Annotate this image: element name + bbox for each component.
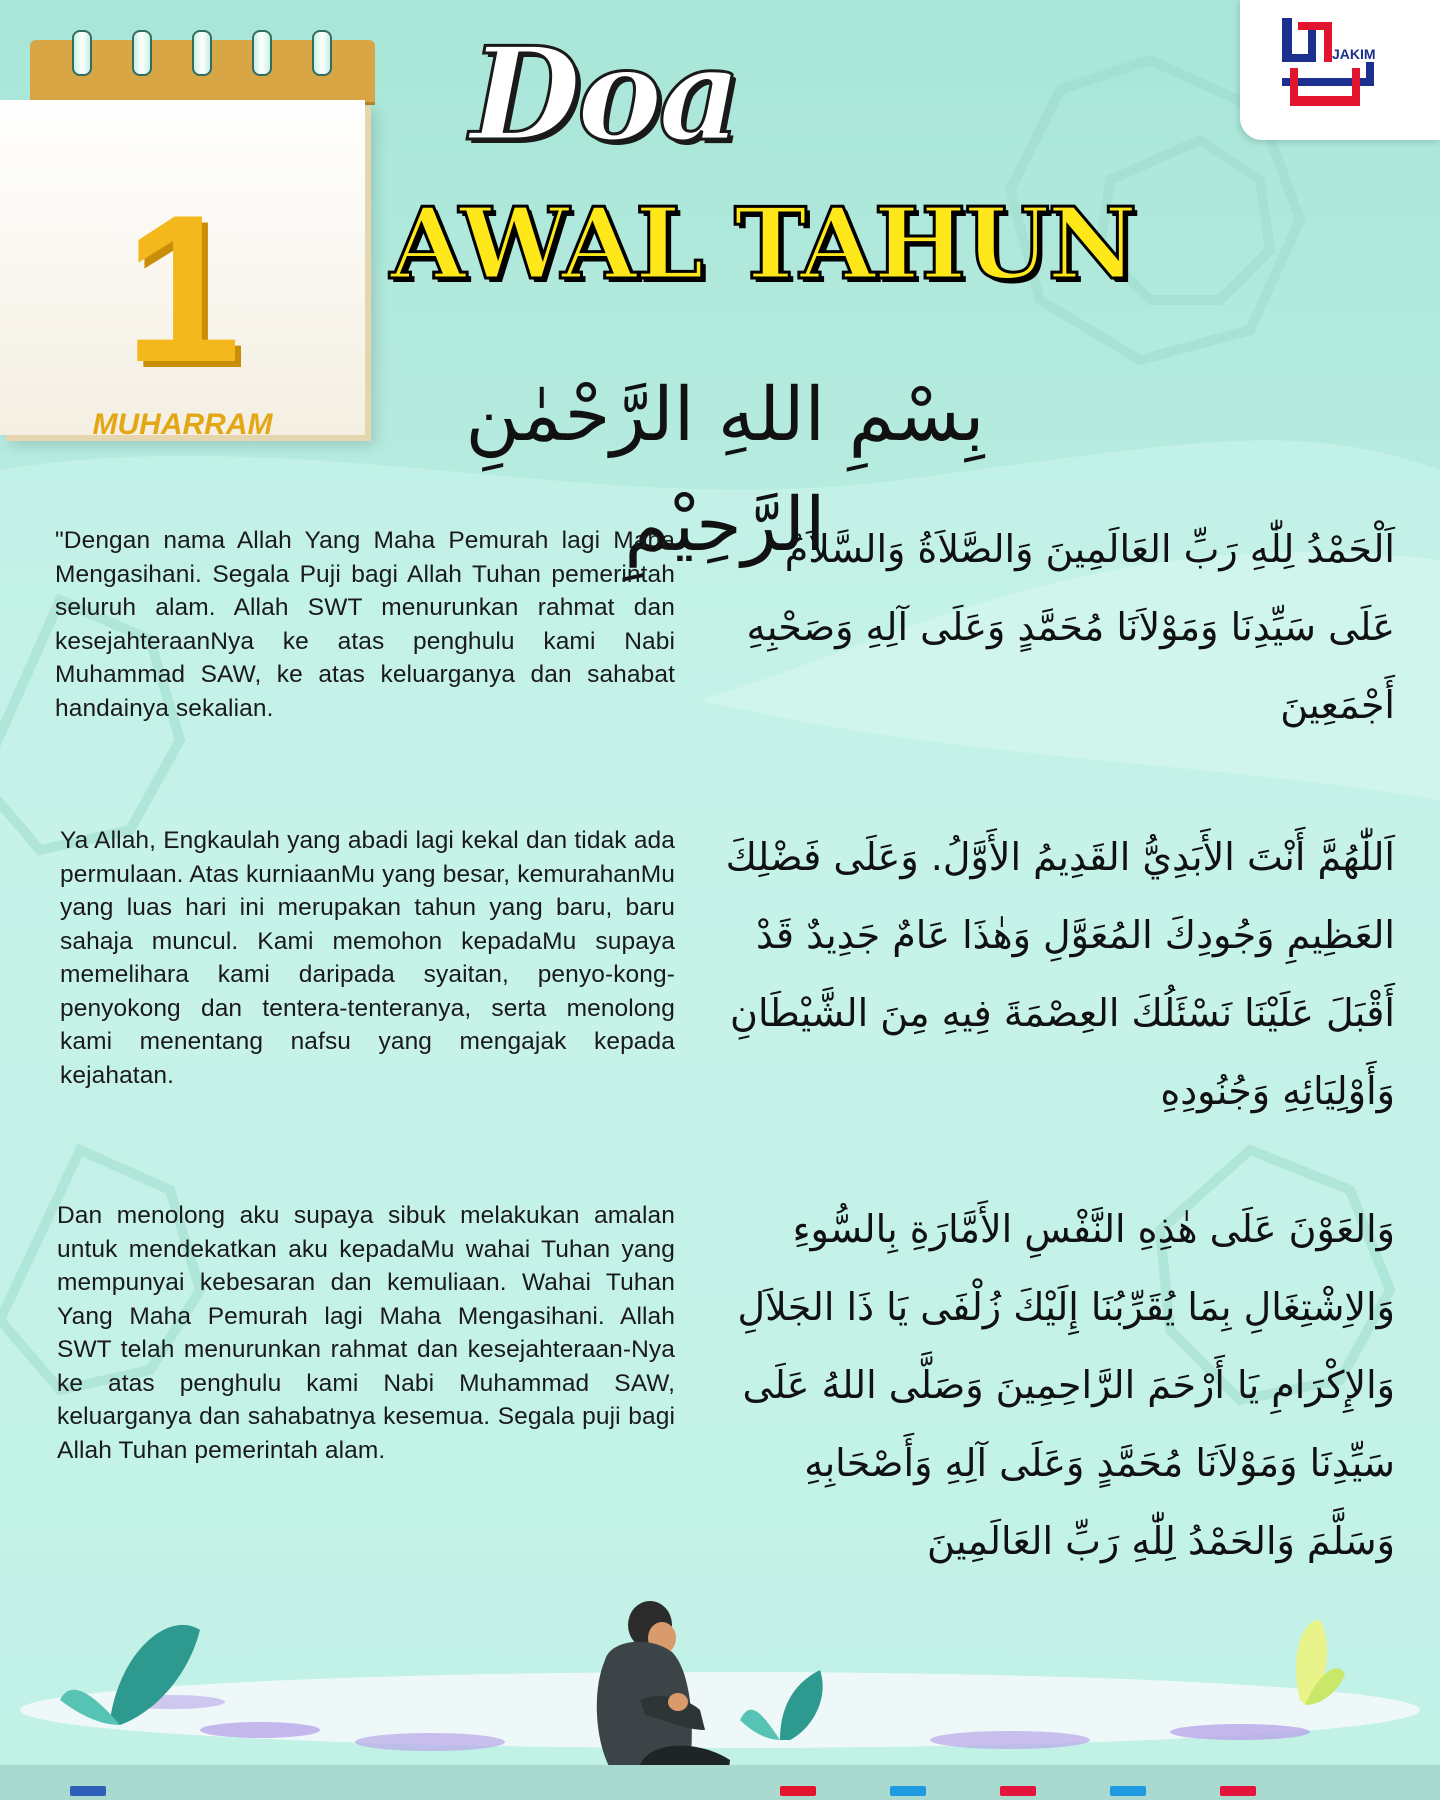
- calendar-ring: [192, 30, 212, 76]
- arabic-prayer-2: اَللّٰهُمَّ أَنْتَ الأَبَدِيُّ القَدِيمُ الأَوَّلُ. وَعَلَى فَضْلِكَ العَظِيمِ وَجُودِكَ المُعَوَّلِ وَهٰذَا عَامٌ جَدِيدٌ قَدْ أَقْبَلَ عَلَيْنَا نَسْئَلُكَ العِصْمَةَ فِيهِ مِنَ الشَّيْطَانِ وَأَوْلِيَائِهِ وَجُنُودِهِ: [725, 835, 1395, 1113]
- footer-mark: [780, 1786, 816, 1796]
- calendar-page: [0, 100, 365, 441]
- calendar-ring: [312, 30, 332, 76]
- footer-mark: [1110, 1786, 1146, 1796]
- calendar-ring: [252, 30, 272, 76]
- jakim-logo-mark: [1268, 8, 1388, 128]
- arabic-prayer-1: اَلْحَمْدُ لِلّٰهِ رَبِّ العَالَمِينَ وَالصَّلاَةُ وَالسَّلاَمُ عَلَى سَيِّدِنَا وَمَوْلاَنَا مُحَمَّدٍ وَعَلَى آلِهِ وَصَحْبِهِ أَجْمَعِينَ: [746, 527, 1395, 727]
- footer-mark: [1220, 1786, 1256, 1796]
- malay-translation-1: "Dengan nama Allah Yang Maha Pemurah lagi Maha Mengasihani. Segala Puji bagi Allah Tuhan pemerintah seluruh alam. Allah SWT menurunkan rahmat dan kesejahteraanNya ke atas penghulu kami Nabi Muhammad SAW, ke atas keluarganya dan sahabat handainya sekalian.: [55, 527, 675, 722]
- calendar-graphic: [0, 30, 378, 440]
- page-title: AWAL TAHUN: [390, 187, 1136, 302]
- calendar-ring: [72, 30, 92, 76]
- calendar-month: MUHARRAM: [92, 408, 273, 441]
- malay-translation-3: Dan menolong aku supaya sibuk melakukan amalan untuk mendekatkan aku kepadaMu wahai Tuhan yang mempunyai kebesaran dan kemuliaan. Wahai Tuhan Yang Maha Pemurah lagi Maha Mengasihani. Allah SWT telah menurunkan rahmat dan kesejahteraan-Nya ke atas penghulu kami Nabi Muhammad SAW, keluarganya dan sahabatnya kesemua. Segala puji bagi Allah Tuhan pemerintah alam.: [57, 1202, 675, 1464]
- arabic-prayer-3: وَالعَوْنَ عَلَى هٰذِهِ النَّفْسِ الأَمَّارَةِ بِالسُّوءِ وَالاِشْتِغَالِ بِمَا يُقَرِّبُنَا إِلَيْكَ زُلْفَى يَا ذَا الجَلاَلِ وَالإِكْرَامِ يَا أَرْحَمَ الرَّاحِمِينَ وَصَلَّى اللهُ عَلَى سَيِّدِنَا وَمَوْلاَنَا مُحَمَّدٍ وَعَلَى آلِهِ وَأَصْحَابِهِ وَسَلَّمَ وَالحَمْدُ لِلّٰهِ رَبِّ العَالَمِينَ: [737, 1207, 1395, 1563]
- footer-mark: [70, 1786, 106, 1796]
- footer-mark: [1000, 1786, 1036, 1796]
- basmalah-calligraphy: بِسْمِ اللهِ الرَّحْمٰنِ الرَّحِيْمِ: [465, 372, 985, 568]
- calendar-day: 1: [124, 171, 241, 406]
- title-script: Doa: [470, 20, 738, 170]
- jakim-logo-text: JAKIM: [1332, 46, 1376, 62]
- jakim-logo: [1240, 0, 1440, 140]
- calendar-ring: [132, 30, 152, 76]
- footer-mark: [890, 1786, 926, 1796]
- malay-translation-2: Ya Allah, Engkaulah yang abadi lagi kekal dan tidak ada permulaan. Atas kurniaanMu yang besar, kemurahanMu yang luas hari ini merupakan tahun yang baru, baru sahaja muncul. Kami memohon kepadaMu supaya memelihara kami daripada syaitan, penyo-kong-penyokong dan tentera-tenteranya, serta menolong kami menentang nafsu yang mengajak kepada kejahatan.: [60, 827, 675, 1089]
